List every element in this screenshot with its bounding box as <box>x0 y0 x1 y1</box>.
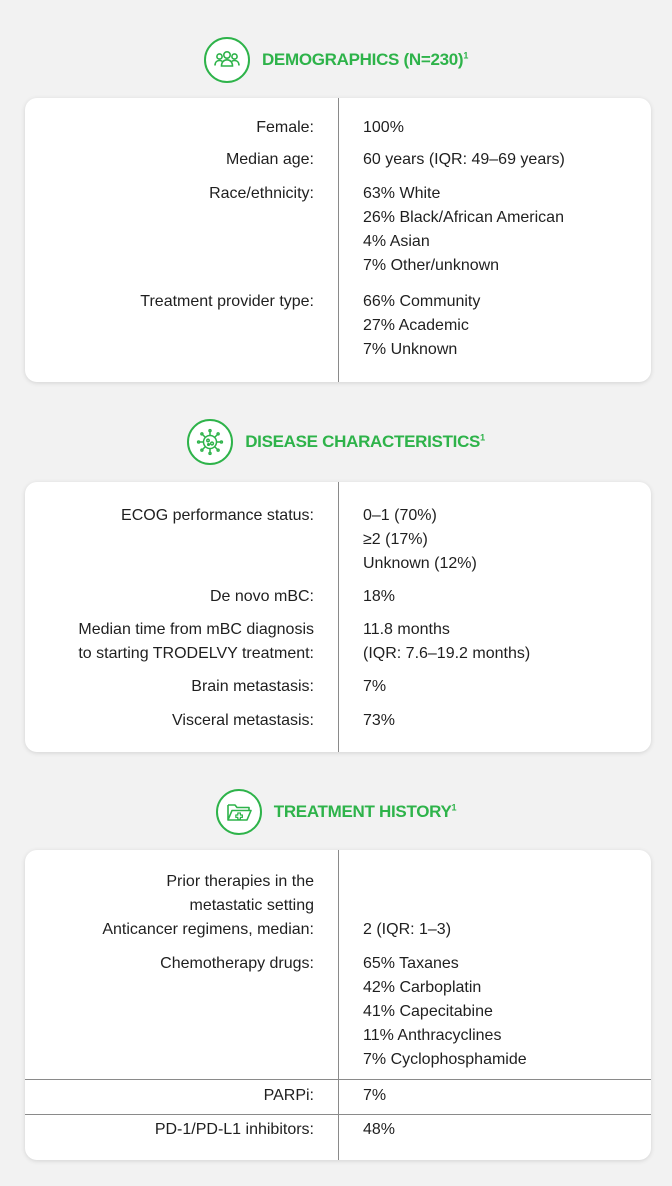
row-value: 18% <box>363 588 396 605</box>
column-divider <box>338 482 339 752</box>
row-divider <box>25 1114 651 1115</box>
row-label: Treatment provider type: <box>140 293 314 310</box>
treatment-card <box>25 850 651 1160</box>
row-label: Visceral metastasis: <box>172 712 314 729</box>
row-value: 60 years (IQR: 49–69 years) <box>363 151 565 168</box>
row-label: Brain metastasis: <box>191 678 314 695</box>
virus-cell-icon <box>187 419 233 465</box>
treatment-header <box>0 787 672 837</box>
row-label: Chemotherapy drugs: <box>160 955 314 972</box>
column-divider <box>338 98 339 382</box>
row-value: 100% <box>363 119 404 136</box>
disease-title: DISEASE CHARACTERISTICS$^1$ <box>245 432 485 451</box>
row-value: 65% Taxanes 42% Carboplatin 41% Capecitabine 11% Anthracyclines 7% Cyclophosphamide <box>363 955 527 1068</box>
row-value: 66% Community 27% Academic 7% Unknown <box>363 293 481 358</box>
row-divider <box>25 1079 651 1080</box>
row-label: ECOG performance status: <box>121 507 314 524</box>
row-label: Median age: <box>225 151 314 168</box>
row-value: 11.8 months (IQR: 7.6–19.2 months) <box>363 621 531 662</box>
disease-header <box>0 417 672 467</box>
demographics-header <box>0 35 672 85</box>
row-label: De novo mBC: <box>209 588 314 605</box>
row-label: PD-1/PD-L1 inhibitors: <box>154 1121 314 1138</box>
row-value: 7% <box>363 678 387 695</box>
row-label: PARPi: <box>263 1087 314 1104</box>
treatment-title: TREATMENT HISTORY$^1$ <box>273 802 457 821</box>
row-label: Prior therapies in the metastatic setting Anticancer regimens, median: <box>102 873 314 938</box>
demographics-card <box>25 98 651 382</box>
row-label: Race/ethnicity: <box>209 185 314 202</box>
row-label: Female: <box>256 119 314 136</box>
row-value: 0–1 (70%) ≥2 (17%) Unknown (12%) <box>363 507 477 572</box>
row-value: 48% <box>363 1121 396 1138</box>
row-label: Median time from mBC diagnosis to starting TRODELVY treatment: <box>78 621 314 662</box>
row-value: 2 (IQR: 1–3) <box>363 921 452 938</box>
row-value: 7% <box>363 1087 387 1104</box>
row-value: 63% White 26% Black/African American 4% Asian 7% Other/unknown <box>363 185 564 274</box>
people-group-icon <box>204 37 250 83</box>
disease-card <box>25 482 651 752</box>
row-value: 73% <box>363 712 396 729</box>
medical-folder-icon <box>216 789 262 835</box>
demographics-title: DEMOGRAPHICS (N=230)$^1$ <box>261 50 469 69</box>
